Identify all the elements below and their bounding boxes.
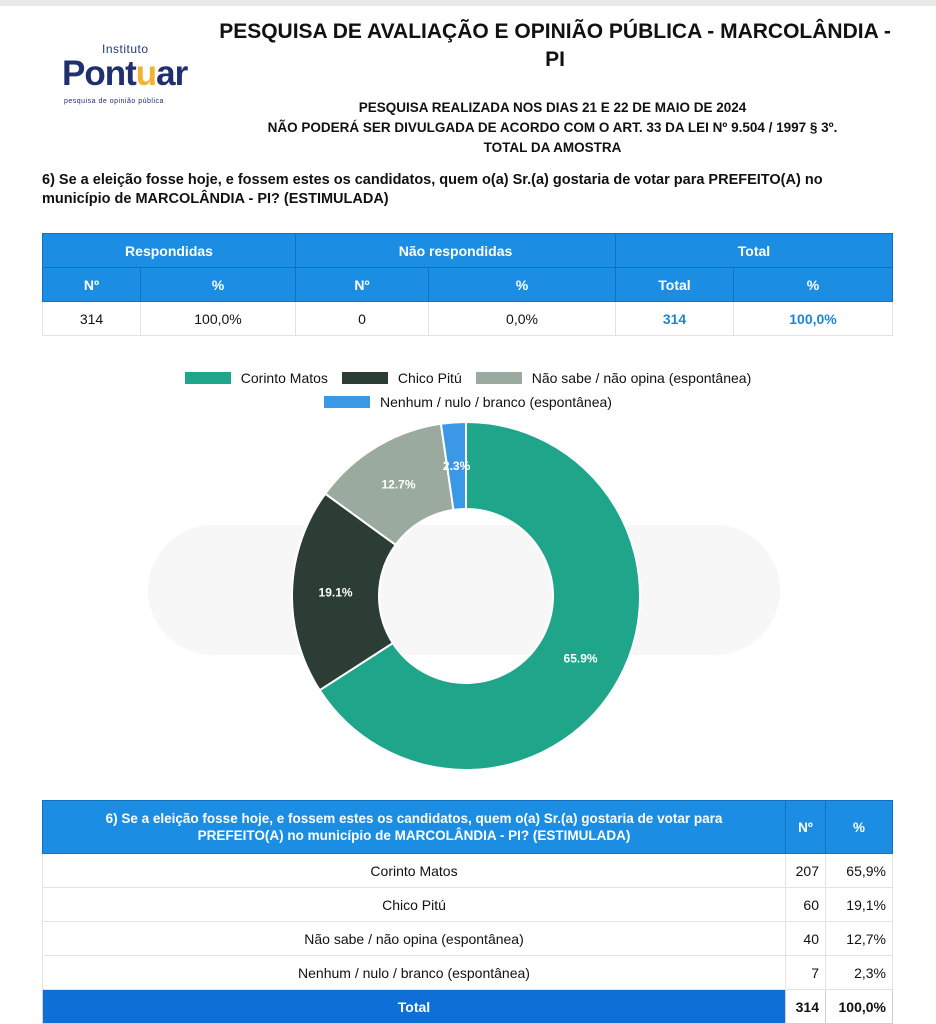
respondidas-n: 314 (43, 302, 141, 336)
title-line1: PESQUISA DE AVALIAÇÃO E OPINIÃO PÚBLICA - MARCOLÂNDIA - (219, 20, 891, 43)
row-pct: 12,7% (826, 922, 893, 956)
row-label: Corinto Matos (43, 854, 786, 888)
legend-label-naosabe: Não sabe / não opina (espontânea) (531, 370, 752, 386)
group-respondidas: Respondidas (43, 234, 296, 268)
col-total-pct: % (734, 268, 893, 302)
row-n: 7 (786, 956, 826, 990)
respondidas-pct: 100,0% (141, 302, 296, 336)
results-table (42, 800, 893, 1024)
results-header-pct: % (826, 801, 893, 854)
title-line2: PI (545, 48, 565, 71)
legend-label-corinto: Corinto Matos (240, 370, 328, 386)
total-label: Total (43, 990, 786, 1024)
nao-respondidas-pct: 0,0% (429, 302, 616, 336)
slice-corinto-label: 65.9% (563, 651, 598, 666)
results-header-question: 6) Se a eleição fosse hoje, e fossem estes os candidatos, quem o(a) Sr.(a) gostaria de votar para PREFEITO(A) no município de MARCOLÂNDIA - PI? (ESTIMULADA) (43, 801, 786, 854)
row-label: Chico Pitú (43, 888, 786, 922)
row-n: 40 (786, 922, 826, 956)
col-nao-n: Nº (296, 268, 429, 302)
col-total-n: Total (616, 268, 734, 302)
nao-respondidas-n: 0 (296, 302, 429, 336)
col-respondidas-pct: % (141, 268, 296, 302)
col-nao-pct: % (429, 268, 616, 302)
table-row (43, 922, 893, 956)
logo-name-a: Pont (62, 54, 136, 93)
info-line2: NÃO PODERÁ SER DIVULGADA DE ACORDO COM O ART. 33 DA LEI Nº 9.504 / 1997 § 3º. (267, 120, 838, 135)
total-row-n: 314 (786, 990, 826, 1024)
total-pct: 100,0% (734, 302, 893, 336)
total-row (43, 990, 893, 1024)
slice-naosabe-label: 12.7% (381, 477, 416, 492)
total-n: 314 (616, 302, 734, 336)
info-line1: PESQUISA REALIZADA NOS DIAS 21 E 22 DE MAIO DE 2024 (358, 100, 747, 115)
question-text: 6) Se a eleição fosse hoje, e fossem estes os candidatos, quem o(a) Sr.(a) gostaria de votar para PREFEITO(A) no município de MARCOLÂNDIA - PI? (ESTIMULADA) (42, 172, 823, 207)
info-line3: TOTAL DA AMOSTRA (483, 140, 622, 155)
row-pct: 65,9% (826, 854, 893, 888)
row-pct: 19,1% (826, 888, 893, 922)
table-row (43, 956, 893, 990)
row-n: 207 (786, 854, 826, 888)
table-row (43, 854, 893, 888)
slice-nenhum-label: 2.3% (442, 458, 471, 473)
group-nao-respondidas: Não respondidas (296, 234, 616, 268)
row-pct: 2,3% (826, 956, 893, 990)
legend-label-nenhum: Nenhum / nulo / branco (espontânea) (380, 394, 612, 410)
col-respondidas-n: Nº (43, 268, 141, 302)
row-n: 60 (786, 888, 826, 922)
legend-label-chico: Chico Pitú (397, 370, 462, 386)
total-row-pct: 100,0% (826, 990, 893, 1024)
logo-name-c: ar (156, 54, 188, 93)
results-header-n: Nº (786, 801, 826, 854)
logo-instituto: Instituto (102, 42, 149, 56)
table-row (43, 888, 893, 922)
logo-name-b: u (135, 54, 157, 93)
row-label: Não sabe / não opina (espontânea) (43, 922, 786, 956)
slice-chico-label: 19.1% (318, 585, 353, 600)
logo-tagline: pesquisa de opinião pública (64, 98, 164, 105)
group-total: Total (616, 234, 893, 268)
row-label: Nenhum / nulo / branco (espontânea) (43, 956, 786, 990)
